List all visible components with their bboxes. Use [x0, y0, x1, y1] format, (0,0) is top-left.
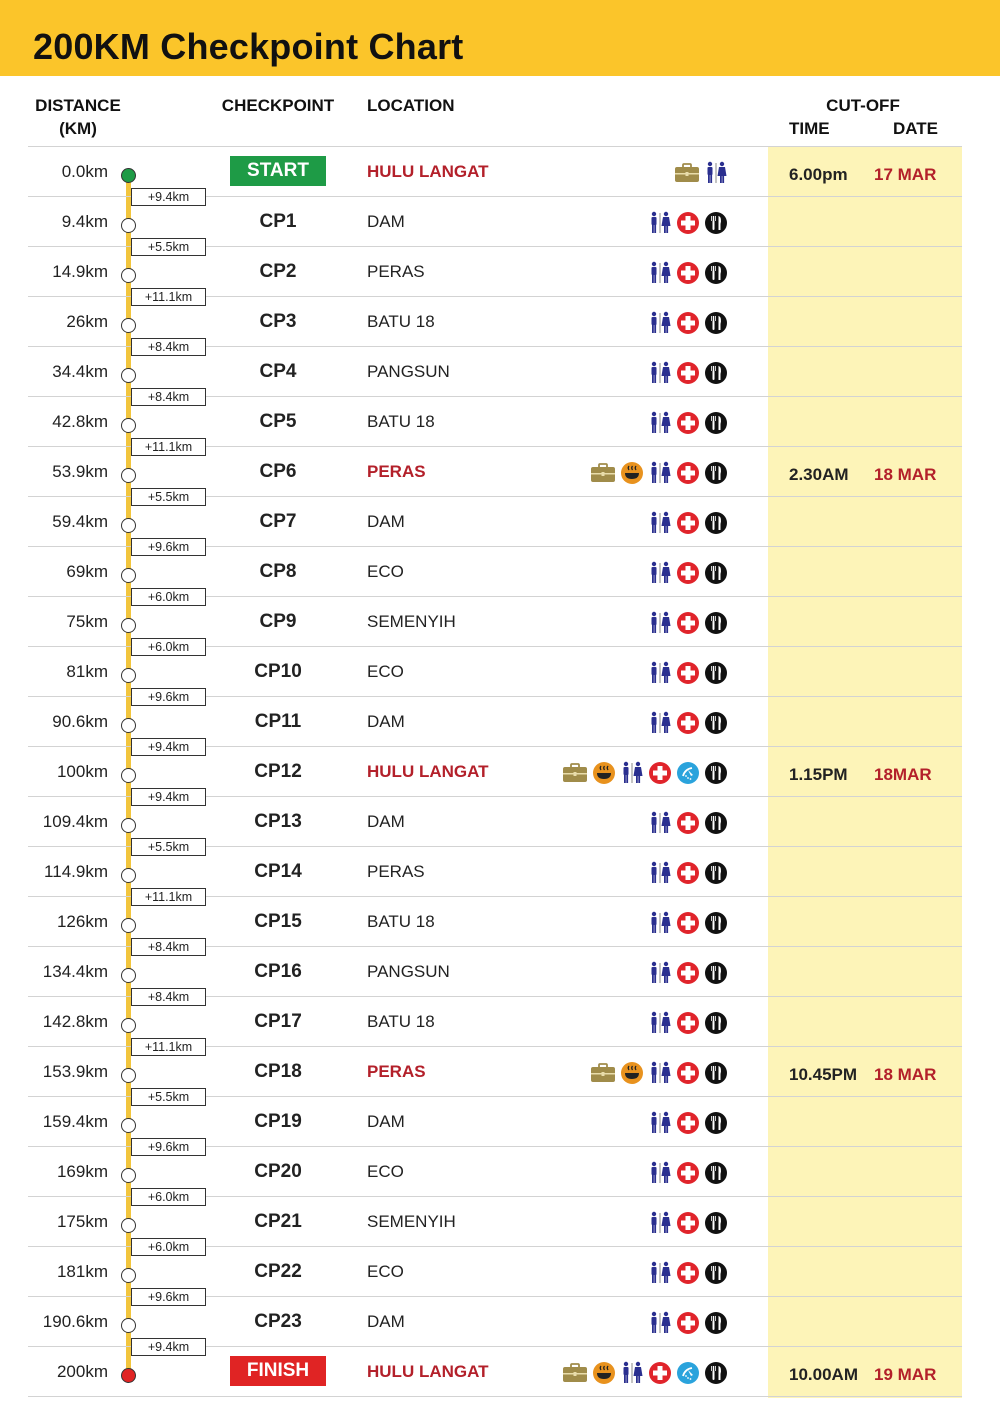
location-name: DAM	[367, 712, 405, 731]
medical-icon	[676, 261, 700, 285]
shower-icon	[676, 1361, 700, 1385]
toilet-icon	[704, 161, 728, 185]
distance-header	[28, 94, 128, 140]
segment-distance: +9.6km	[131, 1288, 206, 1306]
hot-meal-icon	[592, 761, 616, 785]
checkpoint-label: CP16	[254, 961, 302, 982]
facility-icons	[674, 160, 728, 186]
location-name: ECO	[367, 662, 404, 681]
checkpoint-node	[121, 218, 136, 233]
facility-icons	[648, 710, 728, 736]
distance-value: 26km	[66, 312, 108, 331]
checkpoint-node	[121, 718, 136, 733]
facility-icons	[648, 260, 728, 286]
distance-value: 81km	[66, 662, 108, 681]
facility-icons	[648, 1010, 728, 1036]
checkpoint-label: CP13	[254, 811, 302, 832]
checkpoint-label: CP12	[254, 761, 302, 782]
facility-icons	[648, 1310, 728, 1336]
toilet-icon	[648, 511, 672, 535]
toilet-icon	[648, 361, 672, 385]
checkpoint-node	[121, 368, 136, 383]
checkpoint-label: CP6	[259, 461, 297, 482]
checkpoint-label: CP2	[259, 261, 297, 282]
food-icon	[704, 1311, 728, 1335]
checkpoint-label: CP8	[259, 561, 297, 582]
food-icon	[704, 711, 728, 735]
checkpoint-label: CP20	[254, 1161, 302, 1182]
checkpoint-node	[121, 1268, 136, 1283]
segment-distance: +6.0km	[131, 638, 206, 656]
checkpoint-node	[121, 1168, 136, 1183]
distance-value: 109.4km	[42, 812, 108, 831]
toilet-icon	[648, 1061, 672, 1085]
toilet-icon	[648, 811, 672, 835]
distance-value: 90.6km	[52, 712, 108, 731]
cutoff-time: 10.00AM	[789, 1365, 858, 1384]
food-icon	[704, 611, 728, 635]
medical-icon	[648, 1361, 672, 1385]
segment-distance: +8.4km	[131, 938, 206, 956]
segment-distance: +11.1km	[131, 888, 206, 906]
facility-icons	[590, 1060, 728, 1086]
facility-icons	[648, 1260, 728, 1286]
facility-icons	[648, 1110, 728, 1136]
facility-icons	[648, 510, 728, 536]
medical-icon	[676, 361, 700, 385]
medical-icon	[676, 1061, 700, 1085]
facility-icons	[648, 960, 728, 986]
checkpoint-label: CP4	[259, 361, 297, 382]
location-name: BATU 18	[367, 912, 435, 931]
food-icon	[704, 811, 728, 835]
checkpoint-label: CP17	[254, 1011, 302, 1032]
food-icon	[704, 1161, 728, 1185]
cutoff-date: 18MAR	[874, 765, 932, 784]
location-name: PANGSUN	[367, 362, 450, 381]
checkpoint-node	[121, 918, 136, 933]
location-name: HULU LANGAT	[367, 1362, 489, 1381]
toilet-icon	[620, 761, 644, 785]
medical-icon	[676, 561, 700, 585]
medical-icon	[676, 1111, 700, 1135]
food-icon	[704, 1111, 728, 1135]
toilet-icon	[648, 461, 672, 485]
segment-distance: +5.5km	[131, 488, 206, 506]
food-icon	[704, 661, 728, 685]
cutoff-time: 2.30AM	[789, 465, 849, 484]
toilet-icon	[648, 311, 672, 335]
distance-value: 42.8km	[52, 412, 108, 431]
food-icon	[704, 311, 728, 335]
checkpoint-node	[121, 468, 136, 483]
location-name: DAM	[367, 212, 405, 231]
facility-icons	[648, 860, 728, 886]
location-name: ECO	[367, 562, 404, 581]
hot-meal-icon	[592, 1361, 616, 1385]
medical-icon	[676, 961, 700, 985]
facility-icons	[648, 210, 728, 236]
checkpoint-label: CP3	[259, 311, 297, 332]
checkpoint-node	[121, 1218, 136, 1233]
medical-icon	[676, 911, 700, 935]
food-icon	[704, 861, 728, 885]
food-icon	[704, 1011, 728, 1035]
cutoff-time: 6.00pm	[789, 165, 848, 184]
segment-distance: +8.4km	[131, 988, 206, 1006]
cutoff-date: 19 MAR	[874, 1365, 937, 1384]
food-icon	[704, 1061, 728, 1085]
segment-distance: +5.5km	[131, 838, 206, 856]
checkpoint-label: CP19	[254, 1111, 302, 1132]
medical-icon	[676, 211, 700, 235]
checkpoint-node	[121, 868, 136, 883]
toilet-icon	[648, 1111, 672, 1135]
checkpoint-node	[121, 1318, 136, 1333]
toilet-icon	[648, 861, 672, 885]
toilet-icon	[648, 961, 672, 985]
distance-value: 200km	[56, 1362, 108, 1381]
facility-icons	[562, 1360, 728, 1386]
toilet-icon	[648, 1011, 672, 1035]
facility-icons	[648, 660, 728, 686]
cutoff-header: CUT-OFF	[826, 96, 900, 115]
checkpoint-node	[121, 418, 136, 433]
checkpoint-node	[121, 568, 136, 583]
distance-value: 69km	[66, 562, 108, 581]
bag-drop-icon	[590, 1061, 616, 1085]
bag-drop-icon	[562, 761, 588, 785]
distance-value: 142.8km	[42, 1012, 108, 1031]
segment-distance: +9.6km	[131, 688, 206, 706]
segment-distance: +11.1km	[131, 288, 206, 306]
toilet-icon	[648, 411, 672, 435]
facility-icons	[648, 410, 728, 436]
facility-icons	[648, 610, 728, 636]
location-name: DAM	[367, 1112, 405, 1131]
checkpoint-node	[121, 1068, 136, 1083]
medical-icon	[676, 311, 700, 335]
toilet-icon	[648, 261, 672, 285]
location-name: ECO	[367, 1262, 404, 1281]
start-node	[121, 168, 136, 183]
food-icon	[704, 211, 728, 235]
checkpoint-node	[121, 818, 136, 833]
food-icon	[704, 1261, 728, 1285]
toilet-icon	[648, 1311, 672, 1335]
distance-value: 159.4km	[42, 1112, 108, 1131]
location-name: PANGSUN	[367, 962, 450, 981]
food-icon	[704, 1361, 728, 1385]
facility-icons	[648, 360, 728, 386]
toilet-icon	[648, 661, 672, 685]
location-name: SEMENYIH	[367, 1212, 456, 1231]
food-icon	[704, 911, 728, 935]
facility-icons	[590, 460, 728, 486]
distance-value: 175km	[56, 1212, 108, 1231]
segment-distance: +8.4km	[131, 338, 206, 356]
toilet-icon	[648, 611, 672, 635]
checkpoint-label: CP14	[254, 861, 302, 882]
toilet-icon	[648, 1211, 672, 1235]
segment-distance: +9.6km	[131, 1138, 206, 1156]
location-name: DAM	[367, 812, 405, 831]
location-name: BATU 18	[367, 412, 435, 431]
medical-icon	[676, 711, 700, 735]
medical-icon	[676, 511, 700, 535]
segment-distance: +5.5km	[131, 1088, 206, 1106]
checkpoint-label: CP21	[254, 1211, 302, 1232]
facility-icons	[648, 310, 728, 336]
finish-node	[121, 1368, 136, 1383]
location-name: PERAS	[367, 1062, 426, 1081]
distance-header-line2: (KM)	[59, 119, 97, 138]
facility-icons	[562, 760, 728, 786]
location-name: SEMENYIH	[367, 612, 456, 631]
medical-icon	[676, 1011, 700, 1035]
checkpoint-node	[121, 1018, 136, 1033]
location-name: BATU 18	[367, 1012, 435, 1031]
segment-distance: +9.4km	[131, 788, 206, 806]
segment-distance: +9.6km	[131, 538, 206, 556]
cutoff-time: 10.45PM	[789, 1065, 858, 1084]
distance-value: 126km	[56, 912, 108, 931]
toilet-icon	[648, 1261, 672, 1285]
location-name: DAM	[367, 512, 405, 531]
medical-icon	[676, 611, 700, 635]
food-icon	[704, 461, 728, 485]
toilet-icon	[648, 1161, 672, 1185]
location-name: BATU 18	[367, 312, 435, 331]
medical-icon	[676, 661, 700, 685]
medical-icon	[676, 1261, 700, 1285]
time-header: TIME	[789, 119, 830, 138]
food-icon	[704, 261, 728, 285]
food-icon	[704, 761, 728, 785]
medical-icon	[676, 411, 700, 435]
bag-drop-icon	[674, 161, 700, 185]
location-name: PERAS	[367, 262, 425, 281]
segment-distance: +6.0km	[131, 588, 206, 606]
cutoff-date: 18 MAR	[874, 465, 937, 484]
start-badge: START	[230, 156, 326, 186]
medical-icon	[676, 861, 700, 885]
distance-value: 9.4km	[61, 212, 108, 231]
medical-icon	[676, 811, 700, 835]
distance-value: 190.6km	[42, 1312, 108, 1331]
distance-value: 53.9km	[52, 462, 108, 481]
checkpoint-node	[121, 1118, 136, 1133]
toilet-icon	[620, 1361, 644, 1385]
checkpoint-label: CP1	[259, 211, 297, 232]
distance-value: 34.4km	[52, 362, 108, 381]
distance-header-line1: DISTANCE	[35, 96, 121, 115]
hot-meal-icon	[620, 461, 644, 485]
shower-icon	[676, 761, 700, 785]
food-icon	[704, 511, 728, 535]
checkpoint-node	[121, 668, 136, 683]
distance-value: 181km	[56, 1262, 108, 1281]
location-name: HULU LANGAT	[367, 162, 489, 181]
facility-icons	[648, 810, 728, 836]
segment-distance: +6.0km	[131, 1188, 206, 1206]
checkpoint-node	[121, 618, 136, 633]
segment-distance: +5.5km	[131, 238, 206, 256]
checkpoint-label: CP7	[259, 511, 297, 532]
food-icon	[704, 411, 728, 435]
location-name: ECO	[367, 1162, 404, 1181]
checkpoint-label: CP15	[254, 911, 302, 932]
facility-icons	[648, 1160, 728, 1186]
food-icon	[704, 361, 728, 385]
table-row	[28, 1347, 768, 1397]
toilet-icon	[648, 561, 672, 585]
distance-value: 114.9km	[44, 862, 108, 881]
segment-distance: +9.4km	[131, 188, 206, 206]
checkpoint-label: CP23	[254, 1311, 302, 1332]
medical-icon	[648, 761, 672, 785]
page-title: 200KM Checkpoint Chart	[33, 26, 464, 67]
segment-distance: +9.4km	[131, 1338, 206, 1356]
food-icon	[704, 961, 728, 985]
finish-badge: FINISH	[230, 1356, 326, 1386]
location-name: PERAS	[367, 862, 425, 881]
date-header: DATE	[893, 119, 939, 138]
bag-drop-icon	[562, 1361, 588, 1385]
checkpoint-label: CP9	[259, 611, 297, 632]
bag-drop-icon	[590, 461, 616, 485]
segment-distance: +11.1km	[131, 1038, 206, 1056]
distance-value: 153.9km	[42, 1062, 108, 1081]
checkpoint-node	[121, 268, 136, 283]
checkpoint-label: CP10	[254, 661, 302, 682]
cutoff-time: 1.15PM	[789, 765, 848, 784]
distance-value: 134.4km	[42, 962, 108, 981]
location-header: LOCATION	[367, 96, 455, 115]
food-icon	[704, 1211, 728, 1235]
medical-icon	[676, 1311, 700, 1335]
medical-icon	[676, 461, 700, 485]
segment-distance: +8.4km	[131, 388, 206, 406]
checkpoint-node	[121, 518, 136, 533]
food-icon	[704, 561, 728, 585]
distance-value: 59.4km	[52, 512, 108, 531]
checkpoint-label: CP11	[254, 711, 302, 732]
checkpoint-node	[121, 768, 136, 783]
distance-value: 169km	[56, 1162, 108, 1181]
location-name: DAM	[367, 1312, 405, 1331]
distance-value: 14.9km	[52, 262, 108, 281]
location-name: HULU LANGAT	[367, 762, 489, 781]
cutoff-date: 17 MAR	[874, 165, 937, 184]
facility-icons	[648, 1210, 728, 1236]
checkpoint-label: CP5	[259, 411, 297, 432]
hot-meal-icon	[620, 1061, 644, 1085]
segment-distance: +9.4km	[131, 738, 206, 756]
facility-icons	[648, 560, 728, 586]
checkpoint-label: CP18	[254, 1061, 302, 1082]
facility-icons	[648, 910, 728, 936]
toilet-icon	[648, 711, 672, 735]
medical-icon	[676, 1161, 700, 1185]
medical-icon	[676, 1211, 700, 1235]
segment-distance: +11.1km	[131, 438, 206, 456]
distance-value: 75km	[66, 612, 108, 631]
checkpoint-label: CP22	[254, 1261, 302, 1282]
location-name: PERAS	[367, 462, 426, 481]
segment-distance: +6.0km	[131, 1238, 206, 1256]
cutoff-date: 18 MAR	[874, 1065, 937, 1084]
checkpoint-node	[121, 968, 136, 983]
distance-value: 100km	[56, 762, 108, 781]
distance-value: 0.0km	[61, 162, 108, 181]
toilet-icon	[648, 911, 672, 935]
checkpoint-header: CHECKPOINT	[221, 96, 335, 115]
toilet-icon	[648, 211, 672, 235]
checkpoint-node	[121, 318, 136, 333]
